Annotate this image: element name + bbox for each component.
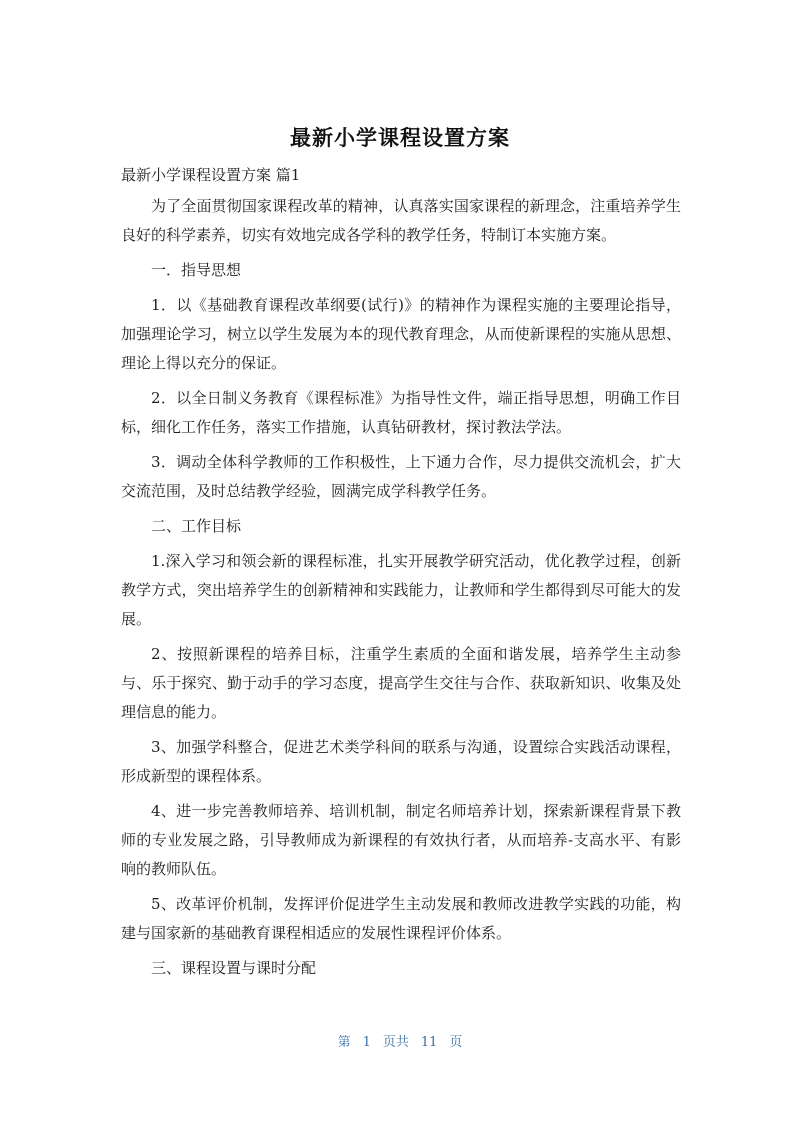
paragraph-goal-1: 1.深入学习和领会新的课程标准，扎实开展教学研究活动，优化教学过程，创新教学方式，突出培养学生的创新精神和实践能力，让教师和学生都得到尽可能大的发展。: [121, 552, 681, 628]
section-heading-work-goals: 二、工作目标: [151, 517, 242, 535]
section-heading-guiding-thought: 一．指导思想: [151, 261, 242, 279]
footer-total-pages: 11: [420, 1035, 438, 1050]
footer-prefix: 第: [337, 1035, 351, 1050]
footer-suffix: 页: [449, 1035, 463, 1050]
paragraph-guiding-3: 3．调动全体科学教师的工作积极性，上下通力合作，尽力提供交流机会，扩大交流范围，及时总结教学经验，圆满完成学科教学任务。: [121, 453, 681, 500]
paragraph-goal-3: 3、加强学科整合，促进艺术类学科间的联系与沟通，设置综合实践活动课程，形成新型的课程体系。: [121, 738, 681, 785]
paragraph-guiding-2: 2．以全日制义务教育《课程标准》为指导性文件，端正指导思想，明确工作目标，细化工作任务，落实工作措施，认真钻研教材，探讨教法学法。: [121, 389, 681, 436]
document-title: 最新小学课程设置方案: [290, 126, 510, 150]
footer-current-page: 1: [362, 1035, 371, 1050]
paragraph-guiding-1: 1．以《基础教育课程改革纲要(试行)》的精神作为课程实施的主要理论指导，加强理论学习，树立以学生发展为本的现代教育理念，从而使新课程的实施从思想、理论上得以充分的保证。: [121, 296, 681, 372]
section-heading-course-setting: 三、课程设置与课时分配: [151, 959, 317, 977]
paragraph-goal-4: 4、进一步完善教师培养、培训机制，制定名师培养计划，探索新课程背景下教师的专业发展之路，引导教师成为新课程的有效执行者，从而培养-支高水平、有影响的教师队伍。: [121, 802, 681, 878]
page-footer: [0, 1031, 800, 1050]
paragraph-intro: 为了全面贯彻国家课程改革的精神，认真落实国家课程的新理念，注重培养学生良好的科学素养，切实有效地完成各学科的教学任务，特制订本实施方案。: [121, 197, 681, 244]
document-body: [121, 192, 681, 989]
paragraph-goal-2: 2、按照新课程的培养目标，注重学生素质的全面和谐发展，培养学生主动参与、乐于探究、勤于动手的学习态度，提高学生交往与合作、获取新知识、收集及处理信息的能力。: [121, 645, 681, 721]
document-subtitle: 最新小学课程设置方案 篇1: [121, 166, 301, 184]
footer-middle: 页共: [382, 1035, 409, 1050]
paragraph-goal-5: 5、改革评价机制，发挥评价促进学生主动发展和教师改进教学实践的功能，构建与国家新的基础教育课程相适应的发展性课程评价体系。: [121, 895, 681, 942]
